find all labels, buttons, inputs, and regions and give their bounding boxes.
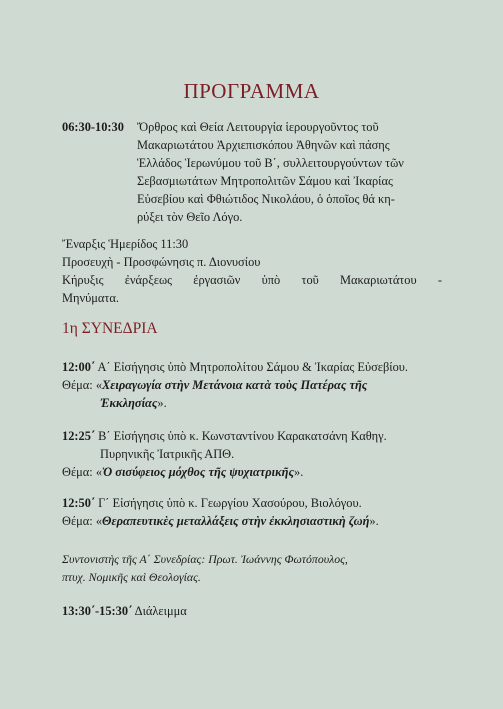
talk-speaker: Α΄ Εἰσήγησις ὑπὸ Μητροπολίτου Σάμου & Ἰκαρίας Εὐσεβίου. — [95, 360, 409, 374]
break-label: Διάλειμμα — [132, 604, 187, 618]
talk-speaker-line — [62, 427, 442, 445]
coordinator-line: Συντονιστὴς τῆς Α΄ Συνεδρίας: Πρωτ. Ἰωάννης Φωτόπουλος, — [62, 552, 348, 566]
liturgy-line: Ὄρθρος καὶ Θεία Λειτουργία ἱερουργοῦντος τοῦ — [137, 120, 379, 134]
session-heading: 1η ΣΥΝΕΔΡΙΑ — [62, 320, 158, 337]
liturgy-description — [137, 118, 442, 226]
opening-declaration-line: Κήρυξις ἐνάρξεως ἐργασιῶν ὑπὸ τοῦ Μακαριωτάτου - — [62, 273, 442, 287]
talk-time: 12:25΄ — [62, 429, 96, 443]
break-time: 13:30΄-15:30΄ — [62, 604, 133, 618]
liturgy-line: ρύξει τὸν Θεῖο Λόγο. — [137, 210, 243, 224]
page-title: ΠΡΟΓΡΑΜΜΑ — [183, 79, 320, 103]
theme-close: ». — [157, 396, 167, 410]
opening-time-line: Ἔναρξις Ἡμερίδος 11:30 — [62, 237, 189, 251]
theme-label: Θέμα: « — [62, 465, 103, 479]
theme-close: ». — [369, 514, 379, 528]
talk-theme-cont: Ἐκκλησίας — [100, 396, 158, 410]
talk-item — [62, 427, 442, 481]
talk-theme: Θεραπευτικὲς μεταλλάξεις στὴν ἐκκλησιαστικὴ ζωή — [102, 514, 370, 528]
liturgy-block — [62, 118, 442, 226]
talk-item — [62, 358, 442, 412]
talk-theme: Ὁ σισύφειος μόχθος τῆς ψυχιατρικῆς — [102, 465, 294, 479]
liturgy-line: Ἑλλάδος Ἱερωνύμου τοῦ Β΄, συλλειτουργούντων τῶν — [137, 156, 404, 170]
opening-block — [62, 235, 442, 307]
liturgy-line: Σεβασμιωτάτων Μητροπολιτῶν Σάμου καὶ Ἰκαρίας — [137, 174, 393, 188]
talk-time: 12:00΄ — [62, 360, 96, 374]
liturgy-time: 06:30-10:30 — [62, 120, 124, 134]
coordinator-line: πτυχ. Νομικῆς καὶ Θεολογίας. — [62, 570, 201, 584]
liturgy-line: Μακαριωτάτου Ἀρχιεπισκόπου Ἀθηνῶν καὶ πάσης — [137, 138, 390, 152]
talk-time: 12:50΄ — [62, 496, 96, 510]
talk-theme-line — [62, 463, 442, 481]
liturgy-line: Εὐσεβίου καὶ Φθιώτιδος Νικολάου, ὁ ὁποῖος θά κη- — [137, 192, 395, 206]
talk-speaker: Β΄ Εἰσήγησις ὑπὸ κ. Κωνσταντίνου Καρακατσάνη Καθηγ. — [95, 429, 387, 443]
talk-theme-line — [62, 376, 442, 394]
theme-label: Θέμα: « — [62, 378, 103, 392]
talk-speaker-line — [62, 358, 442, 376]
session-coordinator — [62, 550, 442, 586]
talk-speaker-line — [62, 494, 442, 512]
break-item — [62, 602, 442, 620]
talk-speaker: Γ΄ Εἰσήγησις ὑπὸ κ. Γεωργίου Χασούρου, Βιολόγου. — [95, 496, 362, 510]
talk-theme: Χειραγωγία στὴν Μετάνοια κατὰ τοὺς Πατέρας τῆς — [102, 378, 368, 392]
talk-theme-continuation — [62, 394, 442, 412]
theme-close: ». — [294, 465, 304, 479]
talk-theme-line — [62, 512, 442, 530]
theme-label: Θέμα: « — [62, 514, 103, 528]
talk-item — [62, 494, 442, 530]
opening-messages-line: Μηνύματα. — [62, 291, 119, 305]
opening-prayer-line: Προσευχὴ - Προσφώνησις π. Διονυσίου — [62, 255, 261, 269]
talk-speaker-continuation: Πυρηνικῆς Ἰατρικῆς ΑΠΘ. — [100, 447, 235, 461]
